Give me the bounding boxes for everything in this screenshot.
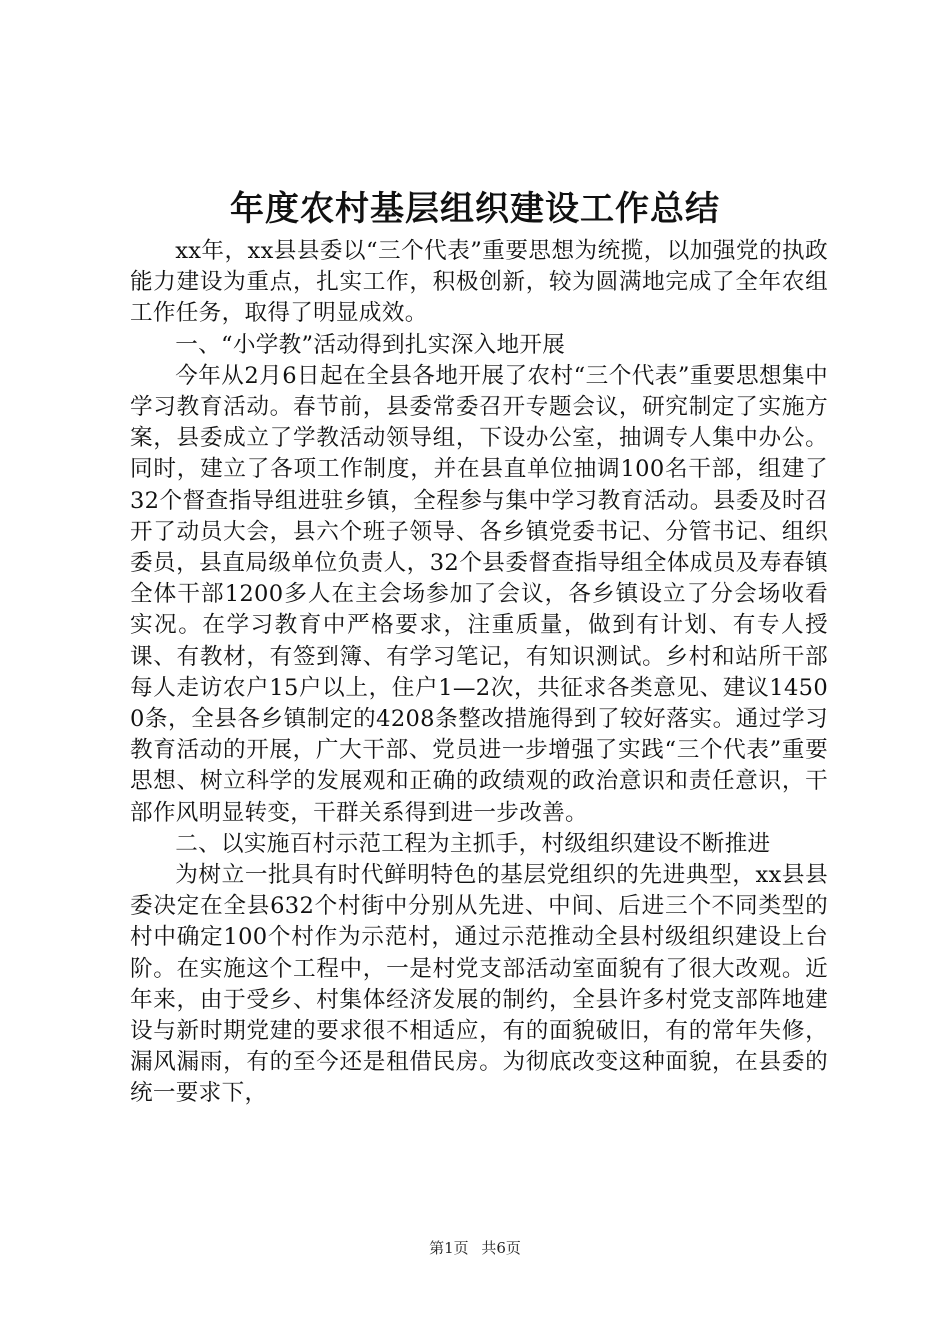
page-number: 第1页 [429, 1239, 469, 1257]
section-2-paragraph: 为树立一批具有时代鲜明特色的基层党组织的先进典型，xx县县委决定在全县632个村街中分别从先进、中间、后进三个不同类型的村中确定100个村作为示范村，通过示范推动全县村级组织建设上台阶。在实施这个工程中，一是村党支部活动室面貌有了很大改观。近年来，由于受乡、村集体经济发展的制约，全县许多村党支部阵地建设与新时期党建的要求很不相适应，有的面貌破旧，有的常年失修，漏风漏雨，有的至今还是租借民房。为彻底改变这种面貌，在县委的统一要求下， [130, 862, 828, 1107]
section-heading-2: 二、以实施百村示范工程为主抓手，村级组织建设不断推进 [175, 830, 771, 857]
section-1-paragraph: 今年从2月6日起在全县各地开展了农村“三个代表”重要思想集中学习教育活动。春节前，县委常委召开专题会议，研究制定了实施方案，县委成立了学教活动领导组，下设办公室，抽调专人集中办公。同时，建立了各项工作制度，并在县直单位抽调100名干部，组建了32个督查指导组进驻乡镇，全程参与集中学习教育活动。县委及时召开了动员大会，县六个班子领导、各乡镇党委书记、分管书记、组织委员，县直局级单位负责人，32个县委督查指导组全体成员及寿春镇全体干部1200多人在主会场参加了会议，各乡镇设立了分会场收看实况。在学习教育中严格要求，注重质量，做到有计划、有专人授课、有教材，有签到簿、有学习笔记，有知识测试。乡村和站所干部每人走访农户15户以上，住户1—2次，共征求各类意见、建议14500条，全县各乡镇制定的4208条整改措施得到了较好落实。通过学习教育活动的开展，广大干部、党员进一步增强了实践“三个代表”重要思想、树立科学的发展观和正确的政绩观的政治意识和责任意识，干部作风明显转变，干群关系得到进一步改善。 [130, 362, 828, 826]
page-footer [0, 1238, 950, 1258]
page-total: 共6页 [481, 1239, 521, 1257]
document-title: 年度农村基层组织建设工作总结 [230, 189, 720, 229]
intro-paragraph: xx年，xx县县委以“三个代表”重要思想为统揽，以加强党的执政能力建设为重点，扎实工作，积极创新，较为圆满地完成了全年农组工作任务，取得了明显成效。 [130, 238, 828, 327]
document-body [130, 236, 828, 1110]
section-heading-1: 一、“小学教”活动得到扎实深入地开展 [175, 331, 566, 358]
